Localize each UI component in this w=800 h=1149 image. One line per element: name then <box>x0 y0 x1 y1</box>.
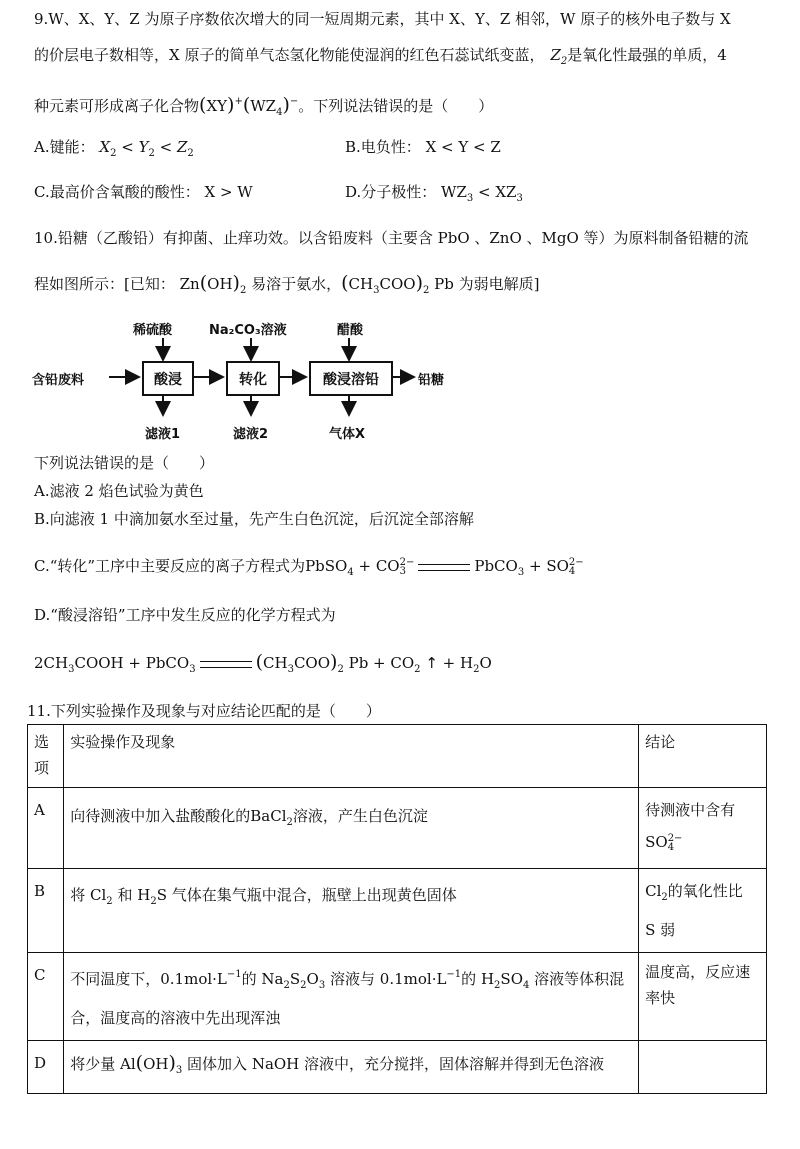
q10-option-c: C.“转化”工序中主要反应的离子方程式为PbSO$_4$ + CO2− 3 PbCO$_3$ + SO2− 4 <box>34 557 584 578</box>
q9-stem-line1: 9.W、X、Y、Z 为原子序数依次增大的同一短周期元素，其中 X、Y、Z 相邻，W 原子的核外电子数与 X <box>34 10 731 28</box>
row-b-label: B <box>28 869 64 953</box>
q9-stem-line3: 种元素可形成离子化合物$(XY)^+(WZ_4)^-$。下列说法错误的是（ ） <box>34 94 494 118</box>
q10-option-a: A.滤液 2 焰色试验为黄色 <box>34 482 204 500</box>
table-row <box>28 869 767 953</box>
header-conclusion: 结论 <box>639 725 767 788</box>
q10-option-d: D.“酸浸溶铅”工序中发生反应的化学方程式为 <box>34 606 336 624</box>
q10-question: 下列说法错误的是（ ） <box>34 454 215 472</box>
table-row <box>28 788 767 869</box>
table-row <box>28 1041 767 1094</box>
q9-option-c: C.最高价含氧酸的酸性： X > W <box>34 183 253 201</box>
table-header-row <box>28 725 767 788</box>
row-c-conclusion: 温度高，反应速率快 <box>639 953 767 1041</box>
q10-option-b: B.向滤液 1 中滴加氨水至过量，先产生白色沉淀，后沉淀全部溶解 <box>34 510 474 528</box>
flow-reagent-1: 稀硫酸 <box>133 323 173 338</box>
flow-filtrate-1: 滤液1 <box>145 427 181 442</box>
row-c-label: C <box>28 953 64 1041</box>
flow-filtrate-2: 滤液2 <box>233 427 269 442</box>
q9-option-b: B.电负性： X < Y < Z <box>345 138 501 156</box>
q10-option-d-equation: $2CH_3COOH$ + PbCO$_3$ $(CH_3COO)_2$ $Pb + CO_2$ ↑ + $H_2O$ <box>34 651 492 675</box>
q10-stem-line2: 程如图所示：[已知： $Zn(OH)_2$ 易溶于氨水，$(CH_3COO)_2$ Pb 为弱电解质] <box>34 272 540 296</box>
flow-step-dissolve-lead: 酸浸溶铅 <box>309 361 393 396</box>
q9-stem-line2: 的价层电子数相等，X 原子的简单气态氢化物能使湿润的红色石蕊试纸变蓝， $Z_2$是氧化性最强的单质，4 <box>34 46 727 67</box>
q10-stem-line1: 10.铅糖（乙酸铅）有抑菌、止痒功效。以含铅废料（主要含 PbO 、ZnO 、MgO 等）为原料制备铅糖的流 <box>34 229 749 247</box>
row-d-conclusion <box>639 1041 767 1094</box>
q9-option-d: D.分子极性： $WZ_3 < XZ_3$ <box>345 183 523 204</box>
q9-option-a: A.键能： $X_2 < Y_2 < Z_2$ <box>34 138 194 159</box>
row-a-operation: 向待测液中加入盐酸酸化的BaCl$_2$溶液，产生白色沉淀 <box>64 788 639 869</box>
flow-reagent-3: 醋酸 <box>337 323 364 338</box>
flow-step-acid-leach: 酸浸 <box>142 361 194 396</box>
flow-gas-x: 气体X <box>329 427 366 442</box>
row-b-conclusion: $Cl_2$的氧化性比 S 弱 <box>639 869 767 953</box>
flow-output: 铅糖 <box>418 373 445 388</box>
row-a-label: A <box>28 788 64 869</box>
flow-arrows <box>0 0 800 460</box>
row-b-operation: 将 $Cl_2$ 和 $H_2S$ 气体在集气瓶中混合，瓶壁上出现黄色固体 <box>64 869 639 953</box>
row-c-operation: 不同温度下，$0.1mol\cdot L^{-1}$的 $Na_2S_2O_3$ 溶液与 $0.1mol\cdot L^{-1}$的 $H_2SO_4$ 溶液等体积混 合，温度高的溶液中先出现浑浊 <box>64 953 639 1041</box>
row-d-operation: 将少量 $Al(OH)_3$ 固体加入 NaOH 溶液中，充分搅拌，固体溶解并得到无色溶液 <box>64 1041 639 1094</box>
q11-stem: 11.下列实验操作及现象与对应结论匹配的是（ ） <box>27 702 381 720</box>
row-d-label: D <box>28 1041 64 1094</box>
table-row <box>28 953 767 1041</box>
flow-input: 含铅废料 <box>32 373 85 388</box>
row-a-conclusion: 待测液中含有 SO2− 4 <box>639 788 767 869</box>
q11-table <box>27 724 767 1094</box>
flow-reagent-2: Na₂CO₃溶液 <box>209 323 287 338</box>
header-operation: 实验操作及现象 <box>64 725 639 788</box>
header-option: 选项 <box>28 725 64 788</box>
flow-step-convert: 转化 <box>226 361 280 396</box>
